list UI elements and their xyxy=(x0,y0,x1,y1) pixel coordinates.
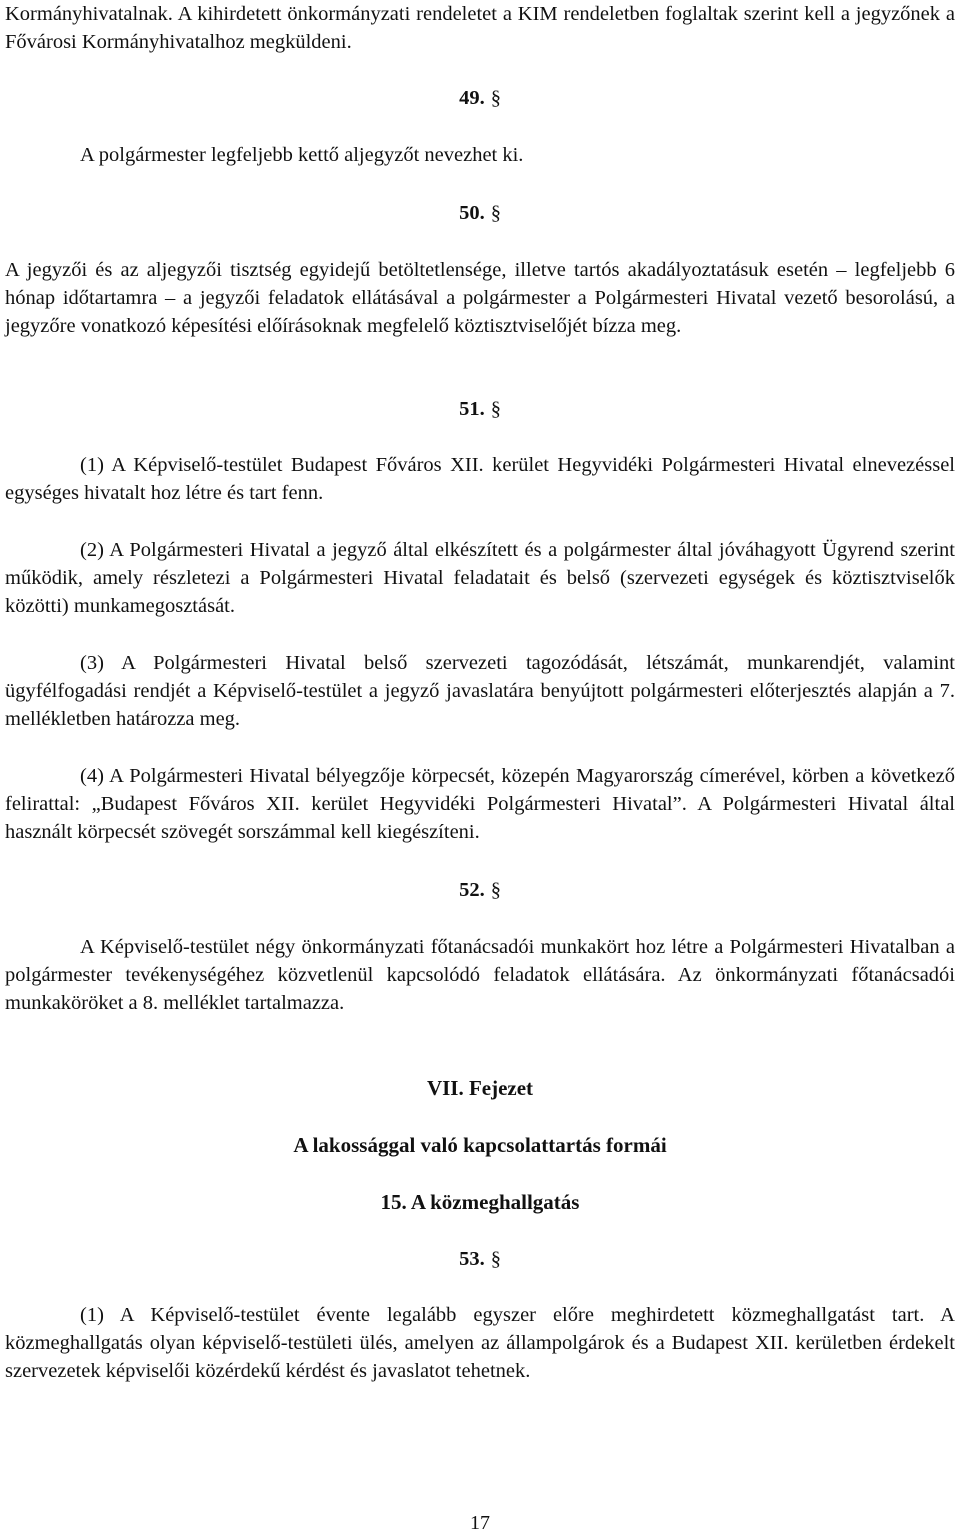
section-symbol: § xyxy=(490,202,501,224)
section-51-paragraph-3: (3) A Polgármesteri Hivatal belső szervezeti tagozódását, létszámát, munkarendjét, valamint ügyfélfogadási rendjét a Képviselő-testület a jegyző javaslatára benyújtott polgármesteri előterjesztés alapján a 7. mellékletben határozza meg. xyxy=(5,652,955,730)
section-symbol: § xyxy=(490,879,501,901)
section-number: 50. xyxy=(459,202,485,224)
section-52-heading xyxy=(0,876,960,904)
section-49-heading xyxy=(0,84,960,112)
section-51-paragraph-2: (2) A Polgármesteri Hivatal a jegyző által elkészített és a polgármester által jóváhagyott Ügyrend szerint működik, amely részletezi a Polgármesteri Hivatal feladatait és belső (szervezeti egységek és köztisztviselők közötti) munkamegosztását. xyxy=(5,539,955,617)
section-symbol: § xyxy=(490,398,501,420)
intro-paragraph: Kormányhivatalnak. A kihirdetett önkormányzati rendeletet a KIM rendeletben foglaltak szerint kell a jegyzőnek a Fővárosi Kormányhivatalhoz megküldeni. xyxy=(5,3,955,53)
section-49-text: A polgármester legfeljebb kettő aljegyzőt nevezhet ki. xyxy=(80,144,524,166)
section-50-heading xyxy=(0,199,960,227)
chapter-heading: VII. Fejezet xyxy=(426,1076,534,1100)
section-number: 51. xyxy=(459,398,485,420)
subchapter-title: 15. A közmeghallgatás xyxy=(380,1190,580,1214)
section-53-heading xyxy=(0,1245,960,1273)
section-50-text: A jegyzői és az aljegyzői tisztség egyidejű betöltetlensége, illetve tartós akadályoztatásuk esetén – legfeljebb 6 hónap időtartamra – a jegyzői feladatok ellátásával a polgármester a Polgármesteri Hivatal vezető besorolású, a jegyzőre vonatkozó képesítési előírásoknak megfelelő köztisztviselőjét bízza meg. xyxy=(5,259,955,337)
section-number: 53. xyxy=(459,1248,485,1270)
section-51-heading xyxy=(0,395,960,423)
page-number: 17 xyxy=(470,1512,490,1534)
section-51-paragraph-1: (1) A Képviselő-testület Budapest Főváros XII. kerület Hegyvidéki Polgármesteri Hivatal elnevezéssel egységes hivatalt hoz létre és tart fenn. xyxy=(5,454,955,504)
section-number: 49. xyxy=(459,87,485,109)
section-symbol: § xyxy=(490,87,501,109)
section-number: 52. xyxy=(459,879,485,901)
chapter-title: A lakossággal való kapcsolattartás formái xyxy=(293,1133,667,1157)
section-symbol: § xyxy=(490,1248,501,1270)
section-53-text: (1) A Képviselő-testület évente legalább egyszer előre meghirdetett közmeghallgatást tart. A közmeghallgatás olyan képviselő-testületi ülés, amelyen az állampolgárok és a Budapest XII. kerületben érdekelt szervezetek képviselői közérdekű kérdést és javaslatot tehetnek. xyxy=(5,1304,955,1382)
section-51-paragraph-4: (4) A Polgármesteri Hivatal bélyegzője körpecsét, közepén Magyarország címerével, körben a következő felirattal: „Budapest Főváros XII. kerület Hegyvidéki Polgármesteri Hivatal”. A Polgármesteri Hivatal által használt körpecsét szövegét sorszámmal kell kiegészíteni. xyxy=(5,765,955,843)
section-52-text: A Képviselő-testület négy önkormányzati főtanácsadói munkakört hoz létre a Polgármesteri Hivatalban a polgármester tevékenységéhez közvetlenül kapcsolódó feladatok ellátására. Az önkormányzati főtanácsadói munkaköröket a 8. melléklet tartalmazza. xyxy=(5,936,955,1014)
